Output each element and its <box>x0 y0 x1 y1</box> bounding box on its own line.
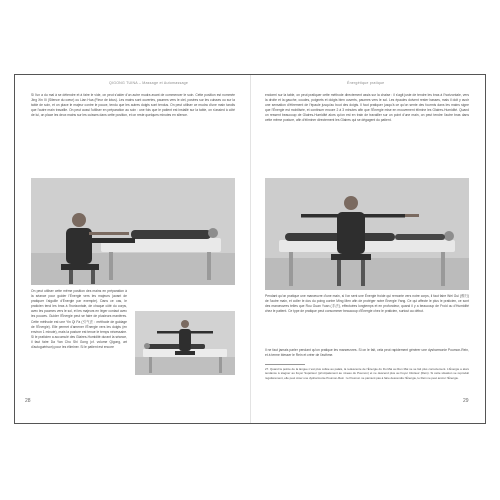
left-paragraph-1: Si l'un a du mal à se détendre et à faire le vide, on peut s'aider d'un autre mudra avant de commencer le soin. Cette position est nommée Jing Xin Xi (Silence du cœur) ou Lian Hua (Fleur de lotus). Les mains sont ouvertes, paumes vers le ciel, posées sur les cuisses ou sur la table de soin, et on place le majeur contre le pouce, tendu que les autres doigts sont tendus. On peut utiliser ce mudra d'une main tandis que l'autre main travaille. On peut aussi l'utiliser en préparation au soin : une fois que le patient est installé sur la table, on s'assied à côté de lui, on place les deux mains sur les cuisses dans cette position, et on reste quelques minutes en silence. <box>31 93 235 118</box>
right-page <box>251 75 485 423</box>
photo-3-illustration <box>265 178 469 290</box>
left-page-number: 28 <box>25 398 31 404</box>
footnote-27: 27. Quand la pointe de la langue n'est plus collée au palais, la redescente de l'Énergie du Du Mai au Ren Mai ne se fait plus correctement. L'Énergie a alors tendance à stagner au Foyer Supérieur (principalement au niveau du Poumon) et ne descend plus au Foyer Inférieur (Rein). Si cette situation se reproduit régulièrement, elle peut créer une dysharmonie Poumon-Rein : le Poumon ne parvient pas à faire descendre l'Énergie, le Rein ne peut ancrer l'Énergie. <box>265 367 469 380</box>
right-paragraph-2: Pendant qu'on pratique une manœuvre d'une main, si l'on sent une Énergie froide qui remonte vers notre corps, il faut faire Wei Gui (维归) de l'autre main, et coller le dos du poing contre Ming Men afin de protéger notre Énergie Yang. Ce qui affecte le plus le praticien, ce sont des manœuvres telles que Rou Guan Yuan (手法), effectuées longtemps et en profondeur, quand il y a beaucoup de Froid ou d'Humidité chez le patient. Ce type de pratique peut consommer beaucoup d'Énergie chez le praticien, surtout au début. <box>265 294 469 314</box>
right-paragraph-1: endormi sur la table, on peut pratiquer cette méthode directement assis sur la chaise : il s'agit juste de tendre les bras à l'horizontale, vers la droite et la gauche, coudes, poignets et doigts bien ouverts, paumes vers le sol. Les épaules doivent rester basses, mais il doit y avoir une sensation d'étirement de l'épaule jusqu'au bout des doigts. Il faut pratiquer jusqu'à ce qu'on sente des fourmis dans les mains signe que l'Énergie est mobilisée, et continuer encore 2 à 3 minutes afin que l'Énergie mise en mouvement élimine les Glaires-Humidité. Quand on ressent beaucoup de Glaires-Humidité alors qu'on est en train de travailler sur un point d'une main, on peut tendre l'autre bras dans cette même posture, afin d'éliminer directement les Glaires qui se dégagent du patient. <box>265 93 469 123</box>
book-spread <box>14 74 486 424</box>
photo-2-illustration <box>135 311 235 375</box>
left-paragraph-2: On peut utiliser cette même position des mains en préparation à la séance pour guider l'Énergie vers les majeurs (avant de pratiquer l'aiguille d'Énergie par exemple). Dans ce cas, le praticien tend les bras à l'horizontale, de chaque côté du corps, avec les paumes vers le sol, et les majeurs en léger contact avec les pouces. Guider l'Énergie peut se faire de plusieurs manières. Cette méthode est une Yin Qi Fa (引气法 : méthode de guidage de l'Énergie). Elle permet d'amener l'Énergie vers les doigts (en environ 1 minute), mais la posture est tenue le temps nécessaire. Si le praticien a accumulé des Glaires-Humidité durant la séance, il faut faire Da Yan Chu Shi Gong (cf. volume Qigong, art d'autoguérison) pour les éliminer. Si le patient est encore <box>31 289 127 350</box>
photo-practitioner-arms-extended <box>31 178 235 285</box>
right-running-header: Énergétique pratique <box>347 81 385 85</box>
photo-practitioner-seated-arms-wide <box>265 178 469 290</box>
right-page-number: 29 <box>463 398 469 404</box>
footnote-rule <box>265 364 305 365</box>
left-running-header: QIGONG TUINA – Massage et Automassage <box>109 81 189 85</box>
right-paragraph-3: Il ne faut jamais parler pendant qu'on pratique les manœuvres. Si on le fait, cela peut rapidement générer une dysharmonie Poumon-Rein, et à terme blesser le Rein et créer de l'asthme. <box>265 348 469 358</box>
photo-1-illustration <box>31 178 235 285</box>
photo-practitioner-t-pose <box>135 311 235 375</box>
left-page <box>15 75 249 423</box>
